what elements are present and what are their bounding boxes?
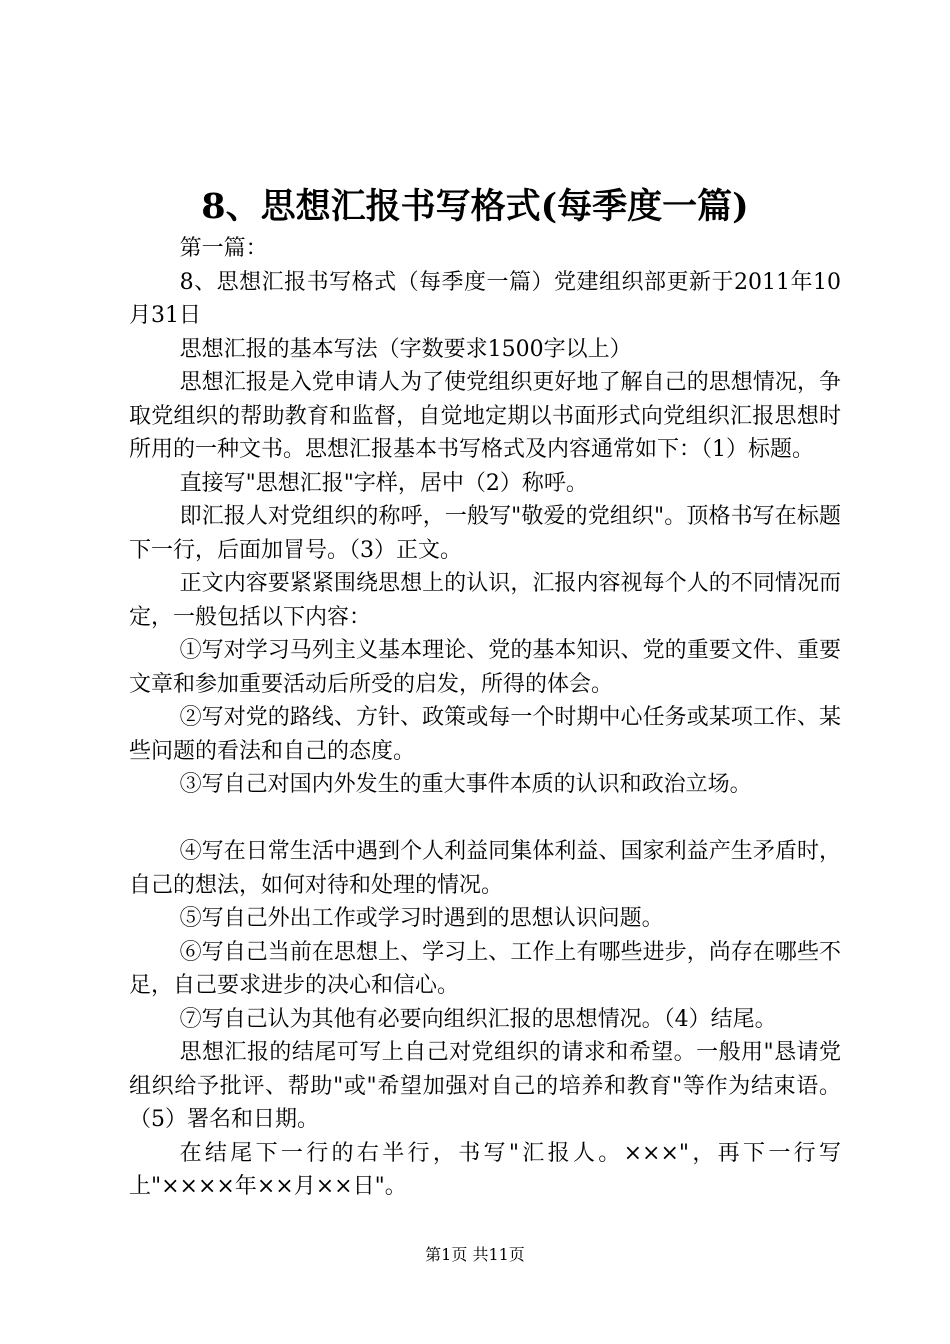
list-item: ⑥写自己当前在思想上、学习上、工作上有哪些进步，尚存在哪些不足，自己要求进步的决心和信心。 xyxy=(129,939,841,998)
paragraph: 第一篇： xyxy=(179,236,268,261)
list-item: ③写自己对国内外发生的重大事件本质的认识和政治立场。 xyxy=(179,772,752,797)
page-title: 8、思想汇报书写格式(每季度一篇) xyxy=(201,186,749,227)
list-item: ④写在日常生活中遇到个人利益同集体利益、国家利益产生矛盾时，自己的想法，如何对待和处理的情况。 xyxy=(129,839,841,898)
paragraph: 8、思想汇报书写格式（每季度一篇）党建组织部更新于2011年10月31日 xyxy=(129,269,841,328)
paragraph: 思想汇报是入党申请人为了使党组织更好地了解自己的思想情况，争取党组织的帮助教育和监督，自觉地定期以书面形式向党组织汇报思想时所用的一种文书。思想汇报基本书写格式及内容通常如下：（1）标题。 xyxy=(129,370,841,462)
paragraph: 正文内容要紧紧围绕思想上的认识，汇报内容视每个人的不同情况而定，一般包括以下内容： xyxy=(129,571,841,630)
list-item: ①写对学习马列主义基本理论、党的基本知识、党的重要文件、重要文章和参加重要活动后所受的启发，所得的体会。 xyxy=(129,638,841,697)
list-item: ⑤写自己外出工作或学习时遇到的思想认识问题。 xyxy=(179,906,664,931)
list-item: ②写对党的路线、方针、政策或每一个时期中心任务或某项工作、某些问题的看法和自己的态度。 xyxy=(129,705,841,764)
document-body xyxy=(129,232,841,1204)
paragraph: 即汇报人对党组织的称呼，一般写"敬爱的党组织"。顶格书写在标题下一行，后面加冒号。（3）正文。 xyxy=(129,504,841,563)
list-item: ⑦写自己认为其他有必要向组织汇报的思想情况。（4）结尾。 xyxy=(179,1006,777,1032)
paragraph: 思想汇报的结尾可写上自己对党组织的请求和希望。一般用"恳请党组织给予批评、帮助"或"希望加强对自己的培养和教育"等作为结束语。（5）署名和日期。 xyxy=(129,1040,841,1132)
page-footer: 第1页 共11页 xyxy=(425,1245,525,1264)
paragraph: 思想汇报的基本写法（字数要求1500字以上） xyxy=(179,336,632,362)
paragraph: 在结尾下一行的右半行，书写"汇报人。×××"，再下一行写上"××××年××月××日"。 xyxy=(129,1140,841,1199)
paragraph: 直接写"思想汇报"字样，居中（2）称呼。 xyxy=(179,470,588,496)
